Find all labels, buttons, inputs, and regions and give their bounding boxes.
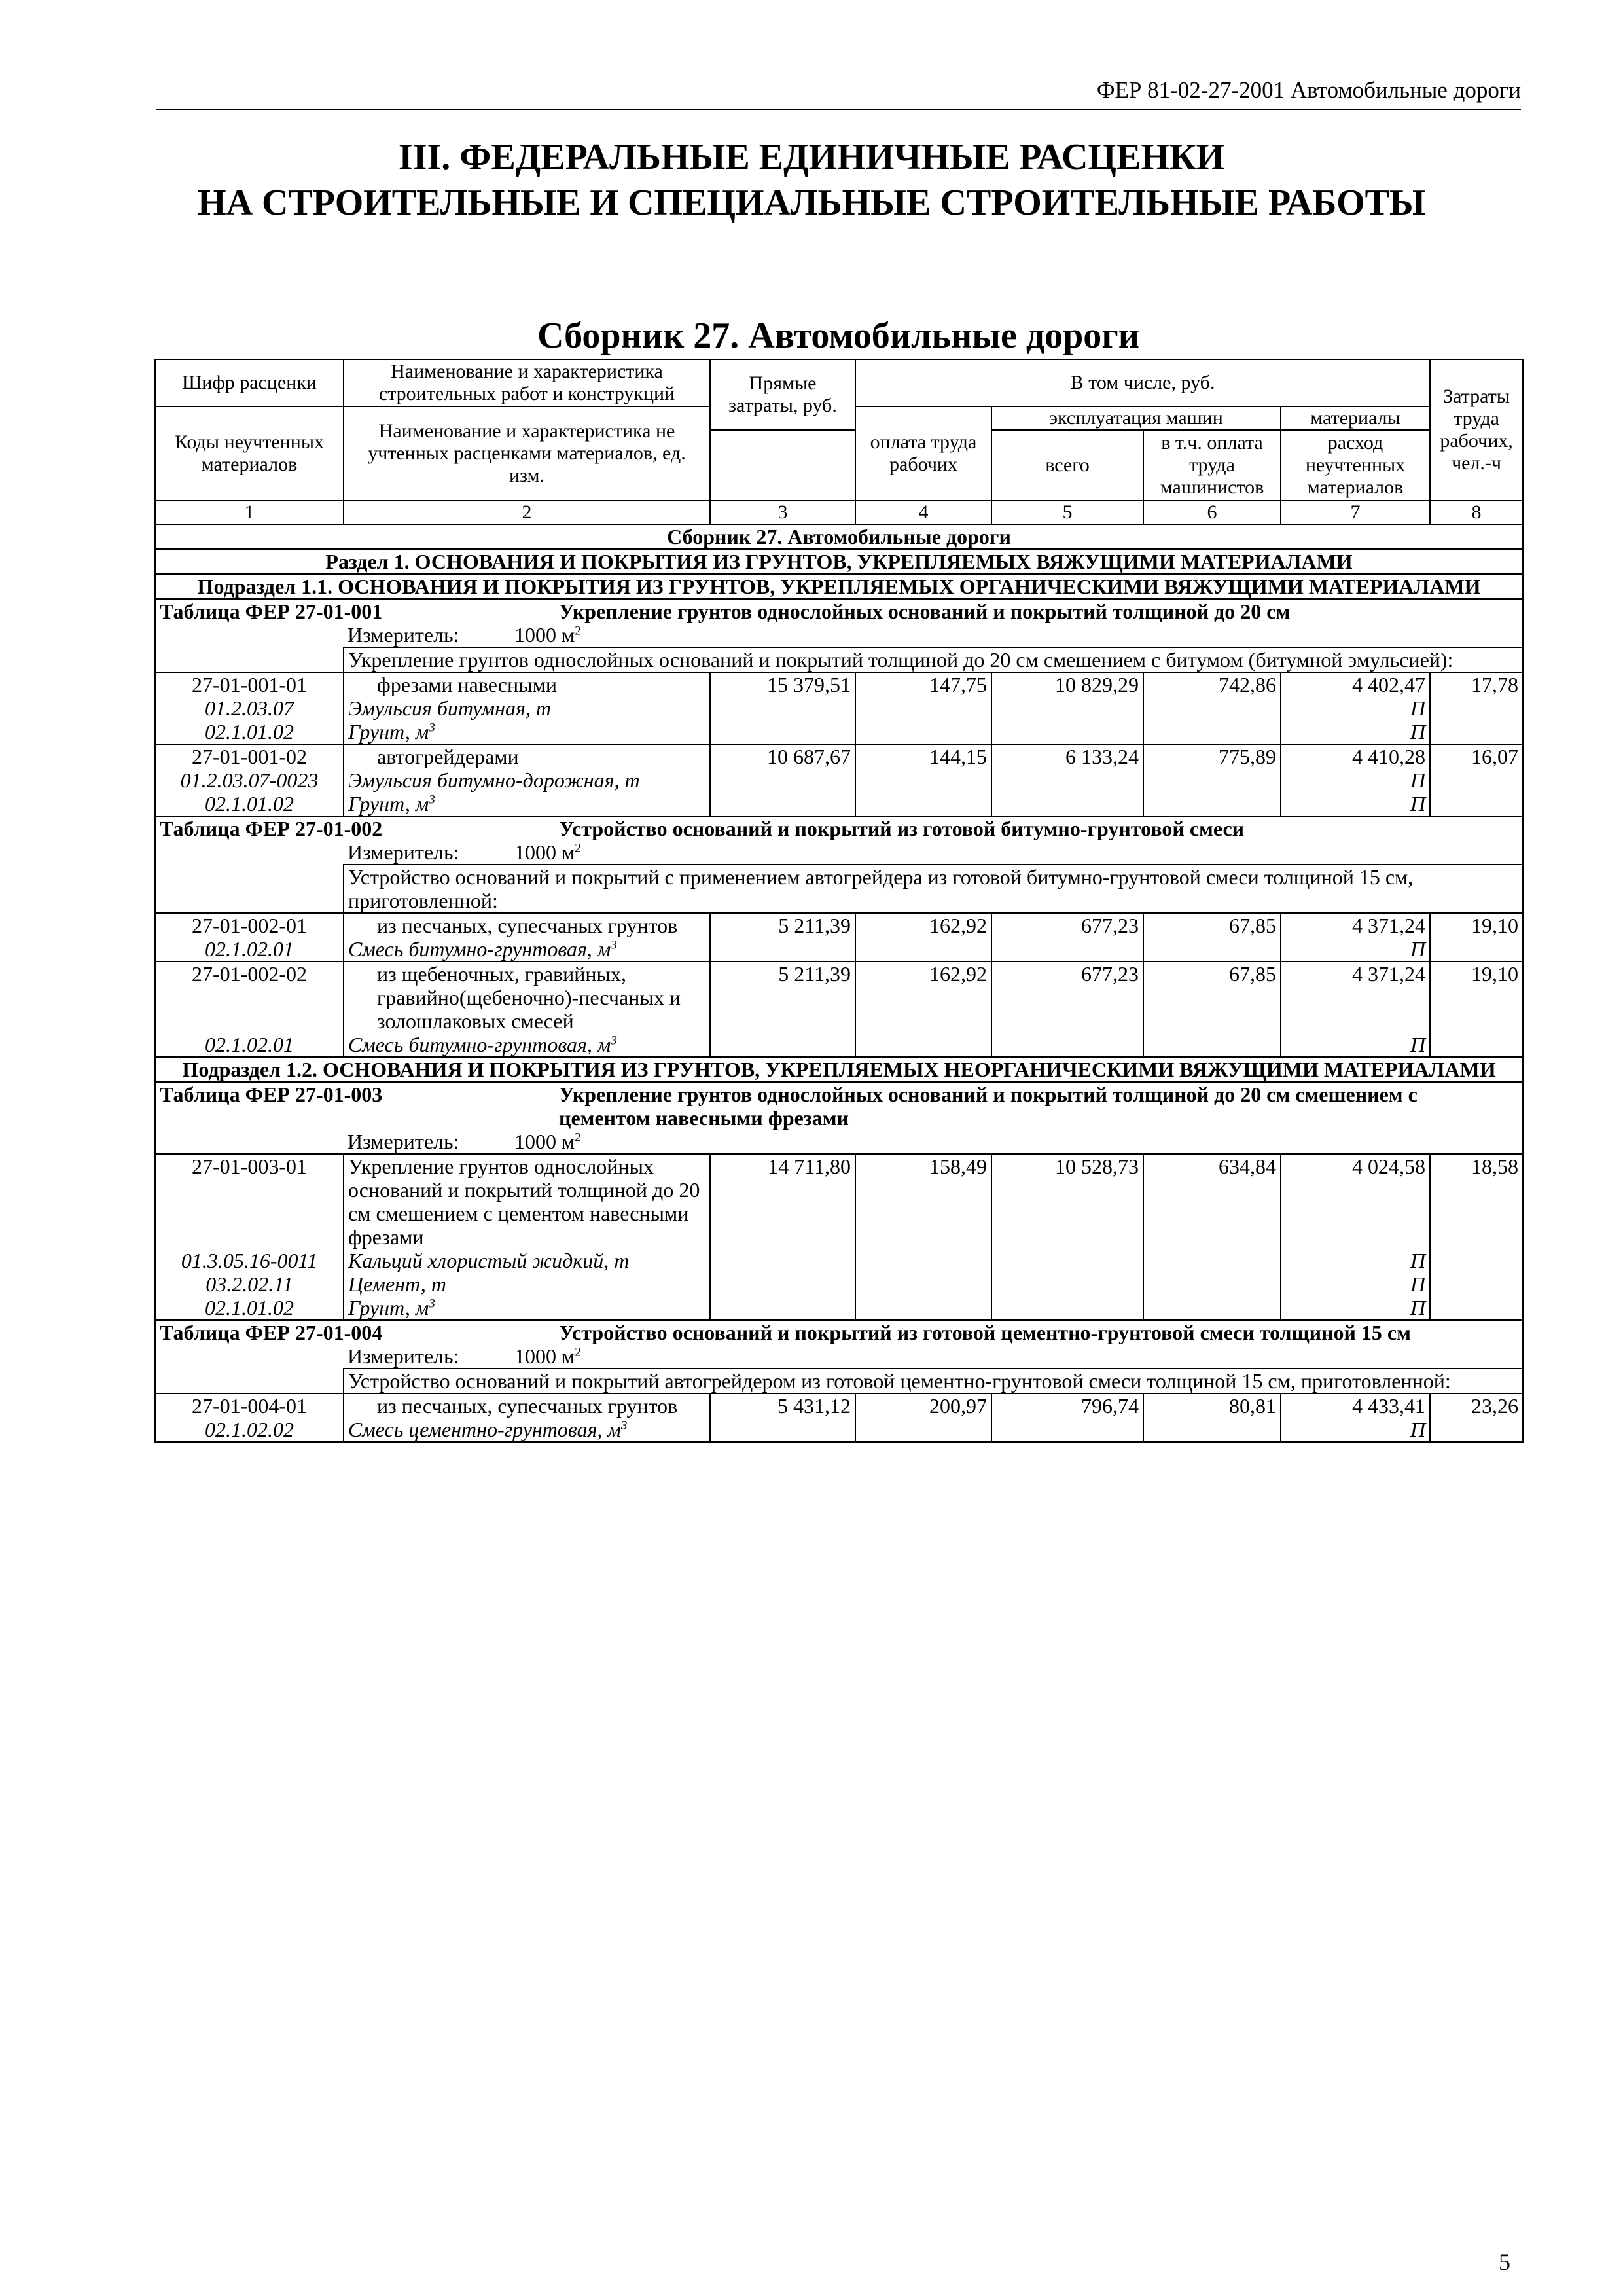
header-material-use: расход неучтенных материалов xyxy=(1281,430,1430,501)
material-name: Кальций хлористый жидкий, т xyxy=(344,1249,710,1272)
machines-total: 10 829,29 xyxy=(991,672,1143,696)
direct-costs: 5 431,12 xyxy=(710,1393,855,1418)
col-number-6: 6 xyxy=(1143,501,1281,524)
rate-code: 27-01-001-01 xyxy=(155,672,344,696)
machinist-pay: 775,89 xyxy=(1143,744,1281,768)
table-004-number: Таблица ФЕР 27-01-004 xyxy=(160,1321,383,1344)
machines-total: 677,23 xyxy=(991,913,1143,937)
labor-hours: 19,10 xyxy=(1430,961,1523,1033)
machinist-pay: 742,86 xyxy=(1143,672,1281,696)
material-name: Эмульсия битумная, т xyxy=(344,696,710,720)
material-code: 02.1.01.02 xyxy=(155,720,344,744)
table-001-description: Укрепление грунтов однослойных оснований и покрытий толщиной до 20 см смешением с битумом (битумной эмульсией): xyxy=(344,647,1523,672)
rate-name: из песчаных, супесчаных грунтов xyxy=(344,1393,710,1418)
subsection-1-2-row xyxy=(155,1057,1523,1082)
material-use: 4 402,47 xyxy=(1281,672,1430,696)
material-code: 02.1.01.02 xyxy=(155,1296,344,1320)
material-code: 02.1.02.01 xyxy=(155,937,344,961)
material-code: 03.2.02.11 xyxy=(155,1272,344,1296)
table-003-title xyxy=(155,1082,1523,1130)
table-row xyxy=(155,961,1523,1033)
material-code: 02.1.01.02 xyxy=(155,792,344,816)
labor-hours: 23,26 xyxy=(1430,1393,1523,1418)
table-row xyxy=(155,913,1523,937)
measure-sup: 2 xyxy=(575,1130,581,1145)
subsection-1-1-heading: Подраздел 1.1. ОСНОВАНИЯ И ПОКРЫТИЯ ИЗ ГРУНТОВ, УКРЕПЛЯЕМЫХ ОРГАНИЧЕСКИМИ ВЯЖУЩИМИ МАТЕРИАЛАМИ xyxy=(155,574,1523,599)
material-code: 02.1.02.02 xyxy=(155,1418,344,1442)
direct-costs: 10 687,67 xyxy=(710,744,855,768)
material-use: 4 433,41 xyxy=(1281,1393,1430,1418)
material-flag: П xyxy=(1281,1249,1430,1272)
page-number: 5 xyxy=(1499,2249,1510,2275)
material-row xyxy=(155,720,1523,744)
material-row xyxy=(155,696,1523,720)
measure-label: Измеритель: xyxy=(348,623,459,647)
table-003-title-row xyxy=(155,1082,1523,1130)
material-name xyxy=(344,1418,710,1442)
running-header: ФЕР 81-02-27-2001 Автомобильные дороги xyxy=(1096,77,1521,103)
descr-spacer xyxy=(155,865,344,913)
col-number-8: 8 xyxy=(1430,501,1523,524)
labor-pay: 144,15 xyxy=(855,744,991,768)
col-number-1: 1 xyxy=(155,501,344,524)
machines-total: 10 528,73 xyxy=(991,1154,1143,1249)
table-002-number: Таблица ФЕР 27-01-002 xyxy=(160,817,383,840)
material-row xyxy=(155,792,1523,816)
material-use: 4 024,58 xyxy=(1281,1154,1430,1249)
header-direct-blank xyxy=(710,430,855,501)
material-code: 01.3.05.16-0011 xyxy=(155,1249,344,1272)
rate-code: 27-01-001-02 xyxy=(155,744,344,768)
material-name-text: Смесь битумно-грунтовая, м xyxy=(348,937,611,961)
rate-name: фрезами навесными xyxy=(344,672,710,696)
rates-table xyxy=(154,359,1524,1443)
material-row xyxy=(155,1033,1523,1057)
header-including: В том числе, руб. xyxy=(855,359,1430,406)
col-number-7: 7 xyxy=(1281,501,1430,524)
measure-spacer xyxy=(155,1130,344,1154)
table-row xyxy=(155,672,1523,696)
table-001-title-row xyxy=(155,599,1523,623)
table-004-title xyxy=(155,1320,1523,1344)
header-machinist-pay: в т.ч. оплата труда машинистов xyxy=(1143,430,1281,501)
material-row xyxy=(155,1249,1523,1272)
machines-total: 796,74 xyxy=(991,1393,1143,1418)
title-line-1: III. ФЕДЕРАЛЬНЫЕ ЕДИНИЧНЫЕ РАСЦЕНКИ xyxy=(398,137,1225,177)
table-003-measure xyxy=(344,1130,1523,1154)
collection-banner-row xyxy=(155,524,1523,549)
material-flag: П xyxy=(1281,937,1430,961)
subsection-1-2-heading: Подраздел 1.2. ОСНОВАНИЯ И ПОКРЫТИЯ ИЗ ГРУНТОВ, УКРЕПЛЯЕМЫХ НЕОРГАНИЧЕСКИМИ ВЯЖУЩИМИ МАТЕРИАЛАМИ xyxy=(155,1057,1523,1082)
direct-costs: 14 711,80 xyxy=(710,1154,855,1249)
direct-costs: 15 379,51 xyxy=(710,672,855,696)
subsection-1-1-row xyxy=(155,574,1523,599)
col-number-3: 3 xyxy=(710,501,855,524)
measure-value: 1000 м xyxy=(514,1344,575,1368)
material-row xyxy=(155,768,1523,792)
rate-code: 27-01-004-01 xyxy=(155,1393,344,1418)
header-work-name: Наименование и характеристика строительных работ и конструкций xyxy=(344,359,710,406)
material-use: 4 371,24 xyxy=(1281,961,1430,1033)
rate-code: 27-01-002-01 xyxy=(155,913,344,937)
measure-sup: 2 xyxy=(575,1345,581,1359)
header-material-names: Наименование и характеристика не учтенных расценками материалов, ед. изм. xyxy=(344,406,710,501)
labor-pay: 162,92 xyxy=(855,961,991,1033)
material-code: 01.2.03.07-0023 xyxy=(155,768,344,792)
unit-sup: 3 xyxy=(611,1033,617,1048)
table-001-description-row xyxy=(155,647,1523,672)
material-name xyxy=(344,792,710,816)
col-number-2: 2 xyxy=(344,501,710,524)
title-line-2: НА СТРОИТЕЛЬНЫЕ И СПЕЦИАЛЬНЫЕ СТРОИТЕЛЬНЫЕ РАБОТЫ xyxy=(198,183,1425,223)
table-002-description: Устройство оснований и покрытий с применением автогрейдера из готовой битумно-грунтовой смеси толщиной 15 см, приготовленной: xyxy=(344,865,1523,913)
measure-value: 1000 м xyxy=(514,623,575,647)
header-materials: материалы xyxy=(1281,406,1430,430)
rate-name: из песчаных, супесчаных грунтов xyxy=(344,913,710,937)
header-numbers-row xyxy=(155,501,1523,524)
material-name: Цемент, т xyxy=(344,1272,710,1296)
measure-value: 1000 м xyxy=(514,840,575,864)
material-row xyxy=(155,1418,1523,1442)
material-name-text: Грунт, м xyxy=(348,792,429,816)
header-labor-pay: оплата труда рабочих xyxy=(855,406,991,501)
unit-sup: 3 xyxy=(620,1418,628,1433)
table-002-measure-row xyxy=(155,840,1523,865)
table-002-measure xyxy=(344,840,1523,865)
direct-costs: 5 211,39 xyxy=(710,961,855,1033)
rate-code: 27-01-002-02 xyxy=(155,961,344,1033)
header-code: Шифр расценки xyxy=(155,359,344,406)
unit-sup: 3 xyxy=(429,721,435,735)
table-001-number: Таблица ФЕР 27-01-001 xyxy=(160,600,383,623)
material-name-text: Грунт, м xyxy=(348,720,429,744)
table-002-name: Устройство оснований и покрытий из готовой битумно-грунтовой смеси xyxy=(559,817,1245,840)
labor-pay: 200,97 xyxy=(855,1393,991,1418)
machinist-pay: 80,81 xyxy=(1143,1393,1281,1418)
machinist-pay: 67,85 xyxy=(1143,913,1281,937)
material-name xyxy=(344,1296,710,1320)
material-name-text: Грунт, м xyxy=(348,1296,429,1319)
section-1-row xyxy=(155,549,1523,574)
material-flag: П xyxy=(1281,720,1430,744)
material-name xyxy=(344,720,710,744)
material-row xyxy=(155,937,1523,961)
measure-sup: 2 xyxy=(575,841,581,855)
header-rule xyxy=(156,109,1521,110)
table-row xyxy=(155,1393,1523,1418)
unit-sup: 3 xyxy=(429,1297,435,1311)
table-002-description-row xyxy=(155,865,1523,913)
table-001-measure xyxy=(344,623,1523,647)
material-name: Эмульсия битумно-дорожная, т xyxy=(344,768,710,792)
labor-hours: 17,78 xyxy=(1430,672,1523,696)
header-row-1 xyxy=(155,359,1523,406)
rate-name: Укрепление грунтов однослойных оснований и покрытий толщиной до 20 см смешением с цементом навесными фрезами xyxy=(344,1154,710,1249)
table-001-measure-row xyxy=(155,623,1523,647)
material-use: 4 410,28 xyxy=(1281,744,1430,768)
machines-total: 6 133,24 xyxy=(991,744,1143,768)
measure-spacer xyxy=(155,840,344,865)
material-code: 01.2.03.07 xyxy=(155,696,344,720)
material-flag: П xyxy=(1281,1272,1430,1296)
measure-sup: 2 xyxy=(575,624,581,638)
material-row xyxy=(155,1272,1523,1296)
machinist-pay: 67,85 xyxy=(1143,961,1281,1033)
measure-value: 1000 м xyxy=(514,1130,575,1153)
table-004-description-row xyxy=(155,1369,1523,1393)
table-003-name: Укрепление грунтов однослойных оснований и покрытий толщиной до 20 см смешением с цементом навесными фрезами xyxy=(559,1083,1418,1130)
material-flag: П xyxy=(1281,696,1430,720)
material-code: 02.1.02.01 xyxy=(155,1033,344,1057)
material-flag: П xyxy=(1281,1418,1430,1442)
labor-pay: 147,75 xyxy=(855,672,991,696)
section-1-heading: Раздел 1. ОСНОВАНИЯ И ПОКРЫТИЯ ИЗ ГРУНТОВ, УКРЕПЛЯЕМЫХ ВЯЖУЩИМИ МАТЕРИАЛАМИ xyxy=(155,549,1523,574)
measure-label: Измеритель: xyxy=(348,1344,459,1368)
descr-spacer xyxy=(155,647,344,672)
header-labor-hours: Затраты труда рабочих, чел.-ч xyxy=(1430,359,1523,501)
labor-pay: 158,49 xyxy=(855,1154,991,1249)
labor-hours: 16,07 xyxy=(1430,744,1523,768)
labor-pay: 162,92 xyxy=(855,913,991,937)
table-004-measure xyxy=(344,1344,1523,1369)
header-machines-total: всего xyxy=(991,430,1143,501)
unit-sup: 3 xyxy=(429,793,435,807)
material-name-text: Смесь битумно-грунтовая, м xyxy=(348,1033,611,1056)
table-001-name: Укрепление грунтов однослойных оснований и покрытий толщиной до 20 см xyxy=(559,600,1291,623)
material-flag: П xyxy=(1281,792,1430,816)
table-003-measure-row xyxy=(155,1130,1523,1154)
header-machines: эксплуатация машин xyxy=(991,406,1281,430)
unit-sup: 3 xyxy=(611,938,617,952)
machinist-pay: 634,84 xyxy=(1143,1154,1281,1249)
direct-costs: 5 211,39 xyxy=(710,913,855,937)
labor-hours: 18,58 xyxy=(1430,1154,1523,1249)
table-row xyxy=(155,744,1523,768)
measure-label: Измеритель: xyxy=(348,1130,459,1153)
rate-code: 27-01-003-01 xyxy=(155,1154,344,1249)
table-002-title xyxy=(155,816,1523,840)
machines-total: 677,23 xyxy=(991,961,1143,1033)
table-004-title-row xyxy=(155,1320,1523,1344)
measure-spacer xyxy=(155,623,344,647)
material-flag: П xyxy=(1281,1296,1430,1320)
table-003-number: Таблица ФЕР 27-01-003 xyxy=(160,1083,383,1106)
table-004-measure-row xyxy=(155,1344,1523,1369)
table-004-description: Устройство оснований и покрытий автогрейдером из готовой цементно-грунтовой смеси толщиной 15 см, приготовленной: xyxy=(344,1369,1523,1393)
material-name-text: Смесь цементно-грунтовая, м xyxy=(348,1418,621,1441)
table-002-title-row xyxy=(155,816,1523,840)
header-material-codes: Коды неучтенных материалов xyxy=(155,406,344,501)
page-title xyxy=(92,134,1531,226)
material-name xyxy=(344,1033,710,1057)
material-flag: П xyxy=(1281,768,1430,792)
header-direct-costs: Прямые затраты, руб. xyxy=(710,359,855,430)
table-001-title xyxy=(155,599,1523,623)
material-row xyxy=(155,1296,1523,1320)
collection-title: Сборник 27. Автомобильные дороги xyxy=(537,315,1140,356)
rate-name: автогрейдерами xyxy=(344,744,710,768)
table-004-name: Устройство оснований и покрытий из готовой цементно-грунтовой смеси толщиной 15 см xyxy=(559,1321,1411,1344)
col-number-4: 4 xyxy=(855,501,991,524)
material-name xyxy=(344,937,710,961)
descr-spacer xyxy=(155,1369,344,1393)
table-row xyxy=(155,1154,1523,1249)
col-number-5: 5 xyxy=(991,501,1143,524)
measure-spacer xyxy=(155,1344,344,1369)
collection-banner: Сборник 27. Автомобильные дороги xyxy=(155,524,1523,549)
material-flag: П xyxy=(1281,1033,1430,1057)
measure-label: Измеритель: xyxy=(348,840,459,864)
material-use: 4 371,24 xyxy=(1281,913,1430,937)
labor-hours: 19,10 xyxy=(1430,913,1523,937)
rate-name: из щебеночных, гравийных, гравийно(щебеночно)-песчаных и золошлаковых смесей xyxy=(344,961,710,1033)
